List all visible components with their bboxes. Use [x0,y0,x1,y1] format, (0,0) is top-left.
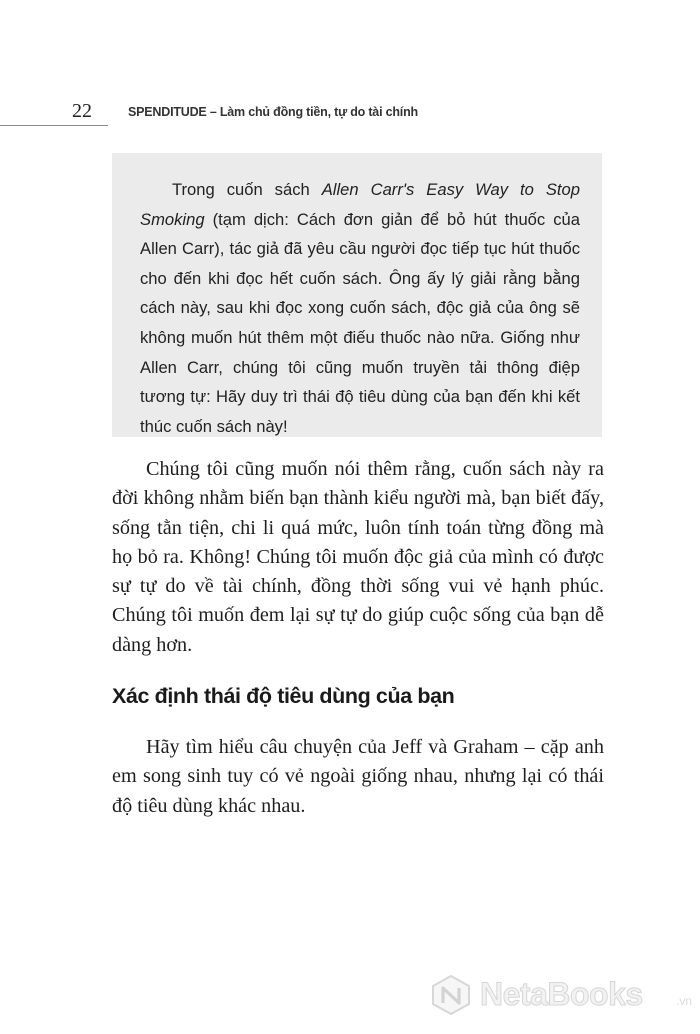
header-rule [0,125,108,126]
section-heading: Xác định thái độ tiêu dùng của bạn [112,684,455,708]
running-header [0,98,700,128]
quote-lead: Trong cuốn sách [172,180,322,199]
body-paragraph-1: Chúng tôi cũng muốn nói thêm rằng, cuốn sách này ra đời không nhằm biến bạn thành kiểu người mà, bạn biết đấy, sống tằn tiện, chi li quá mức, luôn tính toán từng đồng mà họ bỏ ra. Không! Chúng tôi muốn độc giả của mình có được sự tự do về tài chính, đồng thời sống vui vẻ hạnh phúc. Chúng tôi muốn đem lại sự tự do giúp cuộc sống của bạn dễ dàng hơn. [112,458,604,656]
watermark-suffix: .vn [676,994,693,1008]
quote-text [140,175,580,441]
book-title: Allen Carr's Easy Way to Stop Smoking [140,180,580,229]
netabooks-logo-icon [430,974,472,1016]
running-head-title: SPENDITUDE – Làm chủ đồng tiền, tự do tài chính [128,105,418,119]
quote-box [112,153,602,437]
watermark-text: NetaBooks [480,976,643,1012]
quote-rest: (tạm dịch: Cách đơn giản để bỏ hút thuốc của Allen Carr), tác giả đã yêu cầu người đọc tiếp tục hút thuốc cho đến khi đọc hết cuốn sách. Ông ấy lý giải rằng bằng cách này, sau khi đọc xong cuốn sách, độc giả của ông sẽ không muốn hút thêm một điếu thuốc nào nữa. Giống như Allen Carr, chúng tôi cũng muốn truyền tải thông điệp tương tự: Hãy duy trì thái độ tiêu dùng của bạn đến khi kết thúc cuốn sách này! [140,209,580,436]
body-paragraph-2: Hãy tìm hiểu câu chuyện của Jeff và Graham – cặp anh em song sinh tuy có vẻ ngoài giống nhau, nhưng lại có thái độ tiêu dùng khác nhau. [112,736,604,817]
watermark [430,972,698,1020]
page-number: 22 [72,100,92,122]
